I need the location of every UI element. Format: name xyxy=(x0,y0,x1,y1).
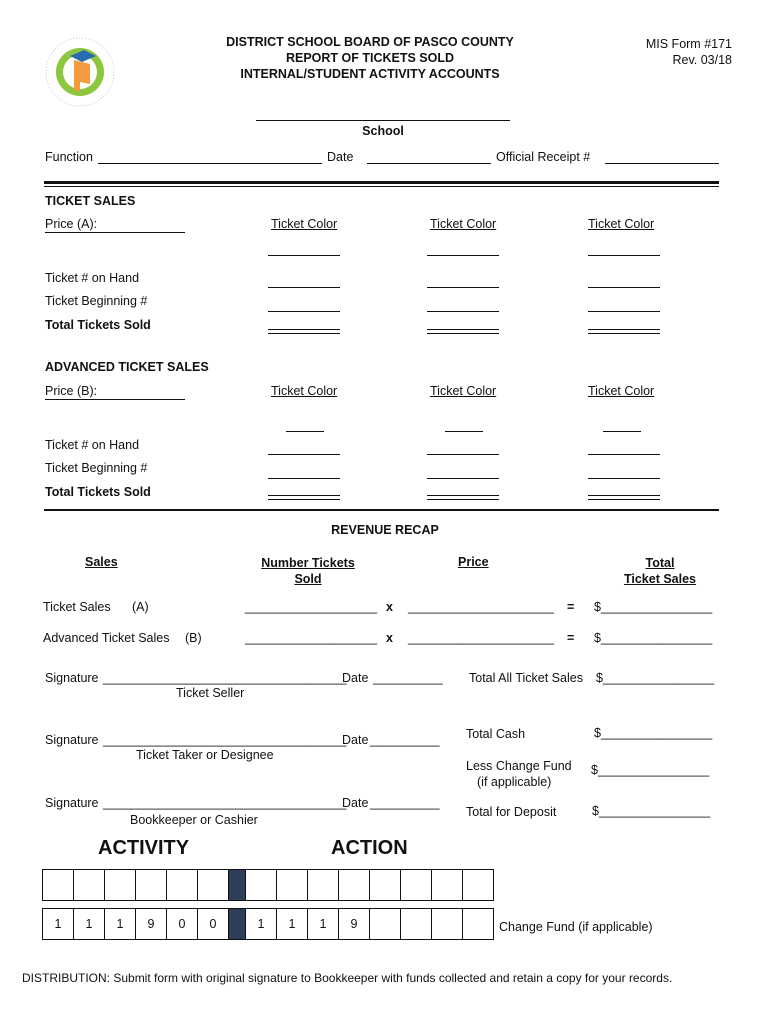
adv-color-field-1[interactable] xyxy=(286,431,324,432)
change-fund-label: Change Fund (if applicable) xyxy=(499,920,653,934)
ticket-color-header-1: Ticket Color xyxy=(271,217,338,231)
action-heading: ACTION xyxy=(331,837,408,859)
code-cell[interactable] xyxy=(431,869,463,901)
recap-row1-times: x xyxy=(386,600,393,614)
adv-beginning-field-2[interactable] xyxy=(427,478,499,479)
code-grid-row-2 xyxy=(42,908,493,940)
code-cell[interactable] xyxy=(166,869,198,901)
ticket-color-field-3[interactable] xyxy=(588,255,660,256)
adv-beginning-label: Ticket Beginning # xyxy=(45,461,148,475)
code-cell[interactable]: 1 xyxy=(307,908,339,940)
code-cell[interactable]: 9 xyxy=(338,908,370,940)
adv-on-hand-field-3[interactable] xyxy=(588,454,660,455)
adv-color-header-3: Ticket Color xyxy=(588,384,655,398)
total-sold-field-1[interactable] xyxy=(268,329,340,334)
total-sold-field-3[interactable] xyxy=(588,329,660,334)
code-cell[interactable] xyxy=(400,869,432,901)
less-change-label-2: (if applicable) xyxy=(477,775,552,789)
price-b-field[interactable] xyxy=(45,399,185,400)
beginning-field-2[interactable] xyxy=(427,311,499,312)
adv-total-sold-field-2[interactable] xyxy=(427,495,499,500)
sig1-caption: Ticket Seller xyxy=(176,686,245,700)
distribution-note: DISTRIBUTION: Submit form with original signature to Bookkeeper with funds collected and retain a copy for your records. xyxy=(22,971,673,985)
code-cell[interactable] xyxy=(307,869,339,901)
advanced-heading: ADVANCED TICKET SALES xyxy=(45,360,209,374)
form-revision: Rev. 03/18 xyxy=(672,53,732,67)
on-hand-label: Ticket # on Hand xyxy=(45,271,140,285)
price-a-label: Price (A): xyxy=(45,217,98,231)
code-cell[interactable] xyxy=(276,869,308,901)
recap-row1-code: (A) xyxy=(132,600,149,614)
code-cell[interactable] xyxy=(369,908,401,940)
code-cell[interactable]: 9 xyxy=(135,908,167,940)
code-cell[interactable] xyxy=(42,869,74,901)
recap-col-number-2: Sold xyxy=(294,572,322,586)
code-cell[interactable] xyxy=(462,908,494,940)
less-change-field[interactable]: $________________ xyxy=(591,763,710,777)
district-logo xyxy=(40,32,120,112)
code-cell[interactable] xyxy=(338,869,370,901)
code-separator-cell xyxy=(228,908,246,940)
sig2-label: Signature xyxy=(45,733,99,747)
recap-divider xyxy=(44,509,719,511)
recap-row1-price[interactable]: _____________________ xyxy=(408,600,554,614)
adv-total-sold-label: Total Tickets Sold xyxy=(45,485,151,499)
header-title-line2: REPORT OF TICKETS SOLD xyxy=(285,51,455,65)
beginning-field-1[interactable] xyxy=(268,311,340,312)
sig2-caption: Ticket Taker or Designee xyxy=(136,748,274,762)
recap-col-number-1: Number Tickets xyxy=(261,556,355,570)
price-b-label: Price (B): xyxy=(45,384,98,398)
recap-row2-price[interactable]: _____________________ xyxy=(408,631,554,645)
sig1-label: Signature xyxy=(45,671,99,685)
on-hand-field-2[interactable] xyxy=(427,287,499,288)
recap-row2-times: x xyxy=(386,631,393,645)
total-deposit-field[interactable]: $________________ xyxy=(592,804,711,818)
ticket-color-header-3: Ticket Color xyxy=(588,217,655,231)
adv-color-field-2[interactable] xyxy=(445,431,483,432)
recap-heading: REVENUE RECAP xyxy=(331,523,439,537)
code-cell[interactable] xyxy=(369,869,401,901)
code-cell[interactable] xyxy=(245,869,277,901)
adv-total-sold-field-3[interactable] xyxy=(588,495,660,500)
adv-color-header-1: Ticket Color xyxy=(271,384,338,398)
sig2-date-field[interactable]: __________ xyxy=(370,733,440,747)
adv-on-hand-field-2[interactable] xyxy=(427,454,499,455)
total-cash-label: Total Cash xyxy=(466,727,526,741)
ticket-sales-heading: TICKET SALES xyxy=(45,194,136,208)
sig3-caption: Bookkeeper or Cashier xyxy=(130,813,258,827)
on-hand-field-1[interactable] xyxy=(268,287,340,288)
header-title-line1: DISTRICT SCHOOL BOARD OF PASCO COUNTY xyxy=(226,35,514,49)
total-deposit-label: Total for Deposit xyxy=(466,805,557,819)
sig3-date-label: Date xyxy=(342,796,369,810)
sig1-date-field[interactable]: __________ xyxy=(373,671,443,685)
header-title-line3: INTERNAL/STUDENT ACTIVITY ACCOUNTS xyxy=(240,67,500,81)
recap-row1-number[interactable]: ___________________ xyxy=(245,600,378,614)
code-cell[interactable]: 0 xyxy=(197,908,229,940)
school-line[interactable] xyxy=(256,120,510,121)
ticket-color-header-2: Ticket Color xyxy=(430,217,497,231)
adv-on-hand-label: Ticket # on Hand xyxy=(45,438,140,452)
code-cell[interactable] xyxy=(400,908,432,940)
total-sold-field-2[interactable] xyxy=(427,329,499,334)
sig2-date-label: Date xyxy=(342,733,369,747)
code-cell[interactable]: 0 xyxy=(166,908,198,940)
code-cell[interactable] xyxy=(197,869,229,901)
function-label: Function xyxy=(45,150,93,164)
code-cell[interactable]: 1 xyxy=(73,908,105,940)
adv-beginning-field-3[interactable] xyxy=(588,478,660,479)
date-label: Date xyxy=(327,150,354,164)
beginning-field-3[interactable] xyxy=(588,311,660,312)
adv-color-field-3[interactable] xyxy=(603,431,641,432)
code-cell[interactable] xyxy=(135,869,167,901)
total-sold-label: Total Tickets Sold xyxy=(45,318,151,332)
school-label: School xyxy=(362,124,404,138)
recap-col-price: Price xyxy=(458,555,489,569)
sig1-field[interactable]: ___________________________________ xyxy=(103,671,347,685)
code-separator-cell xyxy=(228,869,246,901)
sig2-field[interactable]: ___________________________________ xyxy=(103,733,347,747)
form-number: MIS Form #171 xyxy=(645,37,732,51)
recap-row2-number[interactable]: ___________________ xyxy=(245,631,378,645)
recap-col-total-2: Ticket Sales xyxy=(623,572,697,586)
receipt-field[interactable] xyxy=(605,163,719,164)
sig3-field[interactable]: ___________________________________ xyxy=(103,796,347,810)
code-cell[interactable] xyxy=(104,869,136,901)
ticket-color-field-1[interactable] xyxy=(268,255,340,256)
sig3-label: Signature xyxy=(45,796,99,810)
beginning-label: Ticket Beginning # xyxy=(45,294,148,308)
recap-col-total-1: Total xyxy=(645,556,675,570)
code-cell[interactable]: 1 xyxy=(276,908,308,940)
less-change-label-1: Less Change Fund xyxy=(466,759,572,773)
total-all-sales-label: Total All Ticket Sales xyxy=(469,671,583,685)
adv-total-sold-field-1[interactable] xyxy=(268,495,340,500)
code-grid-row-1 xyxy=(42,869,493,901)
on-hand-field-3[interactable] xyxy=(588,287,660,288)
total-all-sales-field[interactable]: $________________ xyxy=(596,671,715,685)
recap-row1-label: Ticket Sales xyxy=(43,600,111,614)
recap-row1-equals: = xyxy=(567,600,575,614)
code-cell[interactable] xyxy=(462,869,494,901)
ticket-color-field-2[interactable] xyxy=(427,255,499,256)
adv-on-hand-field-1[interactable] xyxy=(268,454,340,455)
price-a-field[interactable] xyxy=(45,232,185,233)
code-cell[interactable]: 1 xyxy=(245,908,277,940)
total-cash-field[interactable]: $________________ xyxy=(594,726,713,740)
adv-color-header-2: Ticket Color xyxy=(430,384,497,398)
function-field[interactable] xyxy=(98,163,322,164)
recap-row1-total[interactable]: $________________ xyxy=(594,600,713,614)
recap-row2-total[interactable]: $________________ xyxy=(594,631,713,645)
activity-heading: ACTIVITY xyxy=(98,837,190,859)
section-divider xyxy=(44,181,719,187)
code-cell[interactable]: 1 xyxy=(104,908,136,940)
recap-row2-equals: = xyxy=(567,631,575,645)
receipt-label: Official Receipt # xyxy=(496,150,591,164)
code-cell[interactable]: 1 xyxy=(42,908,74,940)
recap-row2-code: (B) xyxy=(185,631,202,645)
sig3-date-field[interactable]: __________ xyxy=(370,796,440,810)
adv-beginning-field-1[interactable] xyxy=(268,478,340,479)
recap-col-sales: Sales xyxy=(85,555,118,569)
recap-row2-label: Advanced Ticket Sales xyxy=(43,631,170,645)
code-cell[interactable] xyxy=(431,908,463,940)
code-cell[interactable] xyxy=(73,869,105,901)
sig1-date-label: Date xyxy=(342,671,369,685)
district-logo-graphic xyxy=(40,32,120,112)
date-field[interactable] xyxy=(367,163,491,164)
